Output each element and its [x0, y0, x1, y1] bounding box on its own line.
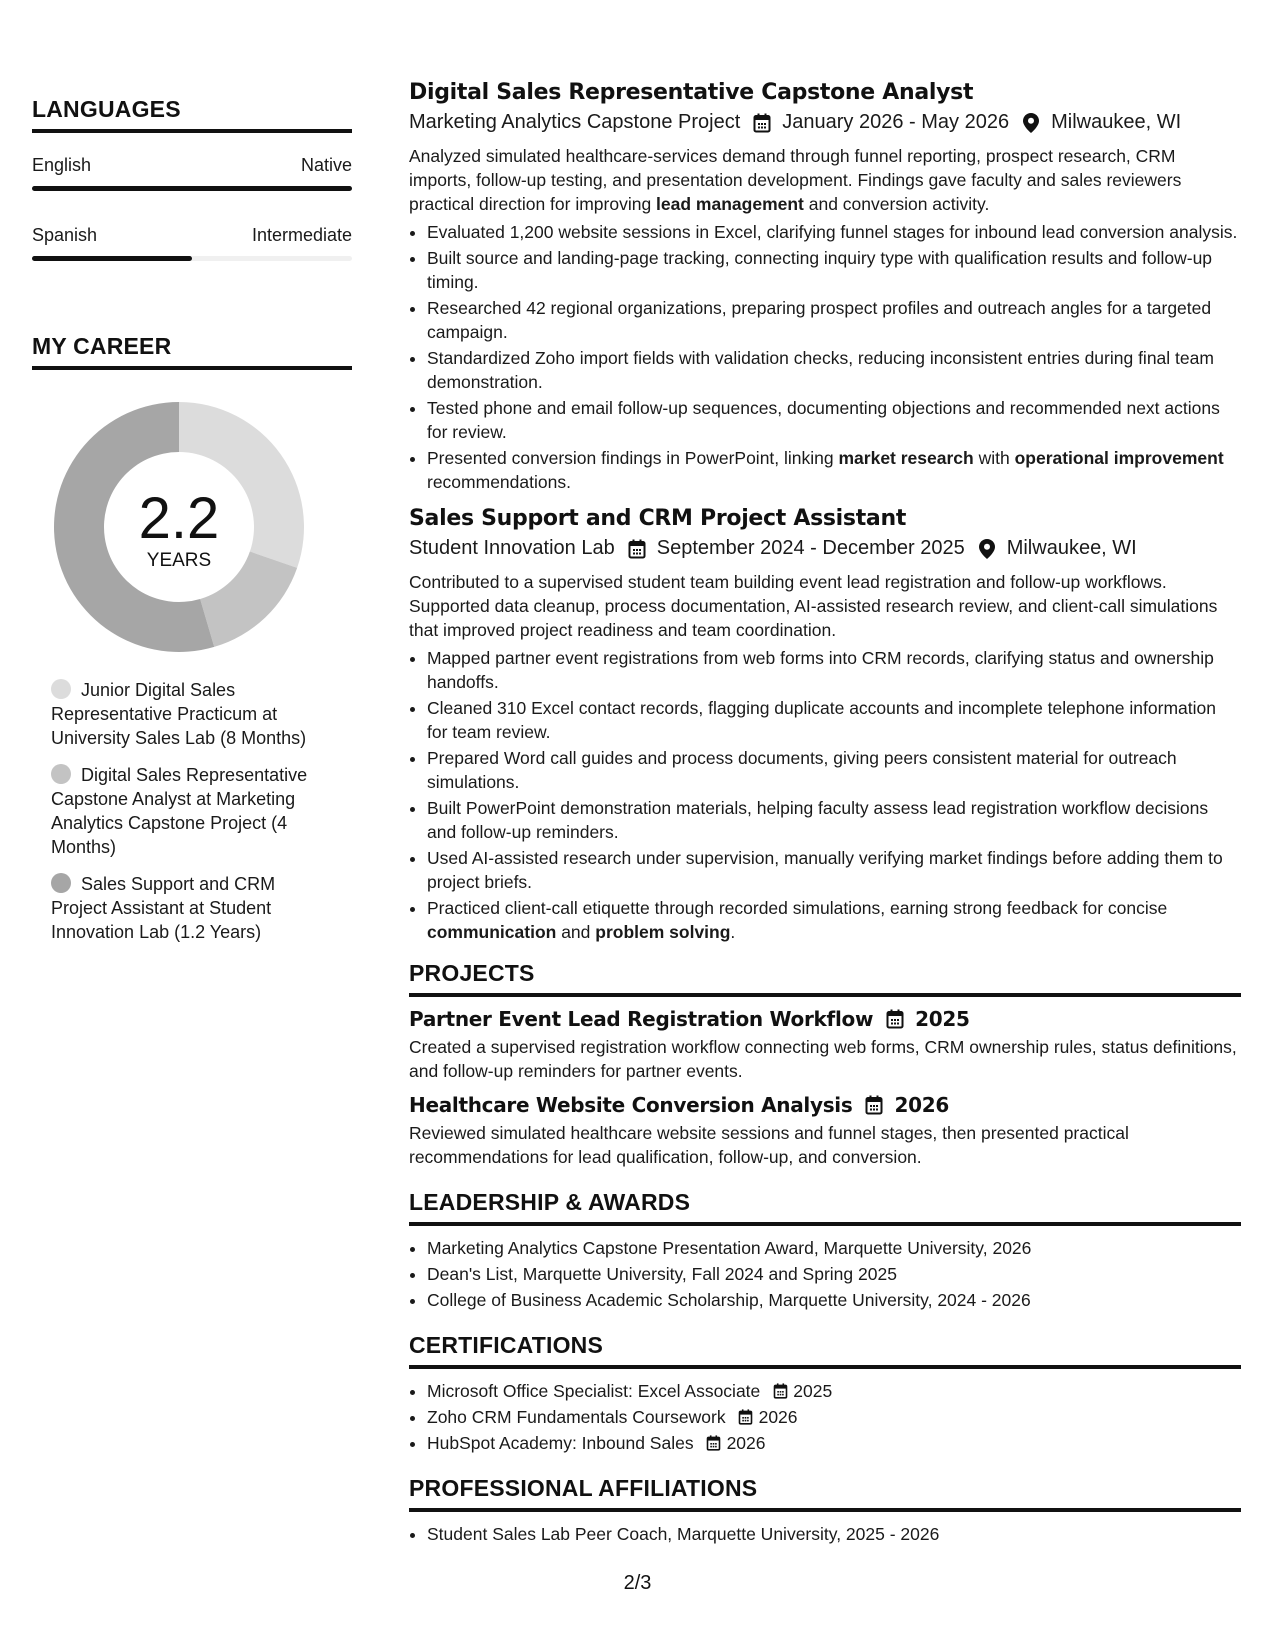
bullet-item: • Tested phone and email follow-up sequences, documenting objections and recommended next actions for review.	[427, 396, 1241, 444]
proficiency-bar	[32, 186, 352, 191]
experience-entry	[409, 80, 1241, 494]
certification-name: Zoho CRM Fundamentals Coursework	[427, 1407, 726, 1427]
project-description: Reviewed simulated healthcare website sessions and funnel stages, then presented practical recommendations for lead qualification, follow-up, and conversion.	[409, 1123, 1129, 1167]
certifications-title: CERTIFICATIONS	[409, 1332, 1241, 1369]
job-dates: January 2026 - May 2026	[782, 111, 1010, 133]
career-donut-chart	[54, 402, 304, 652]
project-description: Created a supervised registration workflow connecting web forms, CRM ownership rules, status definitions, and follow-up reminders for partner events.	[409, 1037, 1237, 1081]
job-bullets	[409, 220, 1241, 494]
legend-label: Sales Support and CRM Project Assistant at Student Innovation Lab (1.2 Years)	[51, 874, 276, 942]
map-pin-icon	[1021, 113, 1041, 133]
calendar-icon	[706, 1435, 722, 1451]
job-title: Digital Sales Representative Capstone Analyst	[409, 80, 974, 105]
career-total-value: 2.2	[138, 486, 220, 551]
bullet-item: • Evaluated 1,200 website sessions in Excel, clarifying funnel stages for inbound lead conversion analysis.	[427, 220, 1241, 244]
proficiency-bar	[32, 256, 352, 261]
language-item	[32, 225, 352, 261]
job-bullets	[409, 646, 1241, 944]
project-item	[409, 1093, 1241, 1169]
leadership-item: • Dean's List, Marquette University, Fall 2024 and Spring 2025	[427, 1262, 1241, 1286]
calendar-icon	[772, 1383, 788, 1399]
calendar-icon	[752, 113, 772, 133]
affiliations-list	[409, 1522, 1241, 1546]
project-name: Partner Event Lead Registration Workflow	[409, 1007, 874, 1031]
language-item	[32, 155, 352, 191]
bullet-item: • Researched 42 regional organizations, preparing prospect profiles and outreach angles for a targeted campaign.	[427, 296, 1241, 344]
job-location: Milwaukee, WI	[1006, 537, 1137, 559]
job-title: Sales Support and CRM Project Assistant	[409, 506, 907, 531]
company-name: Marketing Analytics Capstone Project	[409, 111, 741, 133]
bullet-item: • Practiced client-call etiquette through recorded simulations, earning strong feedback for concise communication and problem solving.	[427, 896, 1241, 944]
calendar-icon	[885, 1009, 905, 1029]
proficiency-fill	[32, 256, 192, 261]
project-year: 2025	[915, 1007, 970, 1031]
calendar-icon	[864, 1095, 884, 1115]
career-section	[32, 333, 352, 944]
leadership-list	[409, 1236, 1241, 1312]
language-name: English	[32, 155, 92, 175]
career-title: MY CAREER	[32, 333, 352, 370]
job-dates: September 2024 - December 2025	[656, 537, 965, 559]
donut-center	[54, 402, 304, 652]
legend-dot	[51, 679, 71, 699]
job-description: Analyzed simulated healthcare-services demand through funnel reporting, prospect research, CRM imports, follow-up testing, and presentation development. Findings gave faculty and sales reviewers practical direction for improving lead management and conversion activity.	[409, 146, 1182, 214]
certifications-list	[409, 1379, 1241, 1455]
certifications-section	[409, 1332, 1241, 1455]
affiliations-section	[409, 1475, 1241, 1546]
legend-label: Digital Sales Representative Capstone Analyst at Marketing Analytics Capstone Project (4 Months)	[51, 765, 308, 857]
job-location: Milwaukee, WI	[1051, 111, 1182, 133]
job-meta	[409, 111, 1241, 134]
language-level: Native	[300, 155, 352, 175]
certification-year: 2025	[793, 1381, 833, 1401]
leadership-item: • College of Business Academic Scholarship, Marquette University, 2024 - 2026	[427, 1288, 1241, 1312]
certification-year: 2026	[758, 1407, 798, 1427]
calendar-icon	[627, 539, 647, 559]
experience-entry	[409, 506, 1241, 944]
job-meta	[409, 537, 1241, 560]
main-content	[409, 80, 1241, 1548]
certification-item	[427, 1431, 1241, 1455]
certification-name: Microsoft Office Specialist: Excel Associate	[427, 1381, 761, 1401]
certification-item	[427, 1405, 1241, 1429]
language-level: Intermediate	[251, 225, 352, 245]
leadership-item: • Marketing Analytics Capstone Presentation Award, Marquette University, 2026	[427, 1236, 1241, 1260]
legend-dot	[51, 764, 71, 784]
leadership-title: LEADERSHIP & AWARDS	[409, 1189, 1241, 1226]
languages-section	[32, 96, 352, 261]
bullet-item: • Mapped partner event registrations from web forms into CRM records, clarifying status and ownership handoffs.	[427, 646, 1241, 694]
certification-year: 2026	[726, 1433, 766, 1453]
affiliations-title: PROFESSIONAL AFFILIATIONS	[409, 1475, 1241, 1512]
sidebar	[32, 96, 352, 957]
project-item	[409, 1007, 1241, 1083]
languages-title: LANGUAGES	[32, 96, 352, 133]
proficiency-fill	[32, 186, 352, 191]
calendar-icon	[738, 1409, 754, 1425]
legend-dot	[51, 873, 71, 893]
bullet-item: • Standardized Zoho import fields with validation checks, reducing inconsistent entries during final team demonstration.	[427, 346, 1241, 394]
legend-item	[51, 763, 331, 859]
bullet-item: • Prepared Word call guides and process documents, giving peers consistent material for outreach simulations.	[427, 746, 1241, 794]
bullet-item: • Presented conversion findings in PowerPoint, linking market research with operational improvement recommendations.	[427, 446, 1241, 494]
certification-name: HubSpot Academy: Inbound Sales	[427, 1433, 694, 1453]
projects-title: PROJECTS	[409, 960, 1241, 997]
page-number: 2/3	[623, 1572, 652, 1594]
legend-item	[51, 678, 331, 750]
project-name: Healthcare Website Conversion Analysis	[409, 1093, 853, 1117]
legend-label: Junior Digital Sales Representative Practicum at University Sales Lab (8 Months)	[51, 680, 307, 748]
company-name: Student Innovation Lab	[409, 537, 615, 559]
affiliation-item: • Student Sales Lab Peer Coach, Marquette University, 2025 - 2026	[427, 1522, 1241, 1546]
language-name: Spanish	[32, 225, 98, 245]
leadership-section	[409, 1189, 1241, 1312]
career-total-unit: YEARS	[146, 550, 212, 571]
career-legend	[32, 678, 352, 944]
bullet-item: • Built PowerPoint demonstration materials, helping faculty assess lead registration workflow decisions and follow-up reminders.	[427, 796, 1241, 844]
project-year: 2026	[894, 1093, 949, 1117]
legend-item	[51, 872, 331, 944]
bullet-item: • Cleaned 310 Excel contact records, flagging duplicate accounts and incomplete telephone information for team review.	[427, 696, 1241, 744]
map-pin-icon	[977, 539, 997, 559]
job-description: Contributed to a supervised student team building event lead registration and follow-up workflows. Supported data cleanup, process documentation, AI-assisted research review, and client-call simulations that improved project readiness and team coordination.	[409, 572, 1218, 640]
certification-item	[427, 1379, 1241, 1403]
bullet-item: • Built source and landing-page tracking, connecting inquiry type with qualification results and follow-up timing.	[427, 246, 1241, 294]
projects-section	[409, 960, 1241, 1169]
language-list	[32, 155, 352, 261]
bullet-item: • Used AI-assisted research under supervision, manually verifying market findings before adding them to project briefs.	[427, 846, 1241, 894]
